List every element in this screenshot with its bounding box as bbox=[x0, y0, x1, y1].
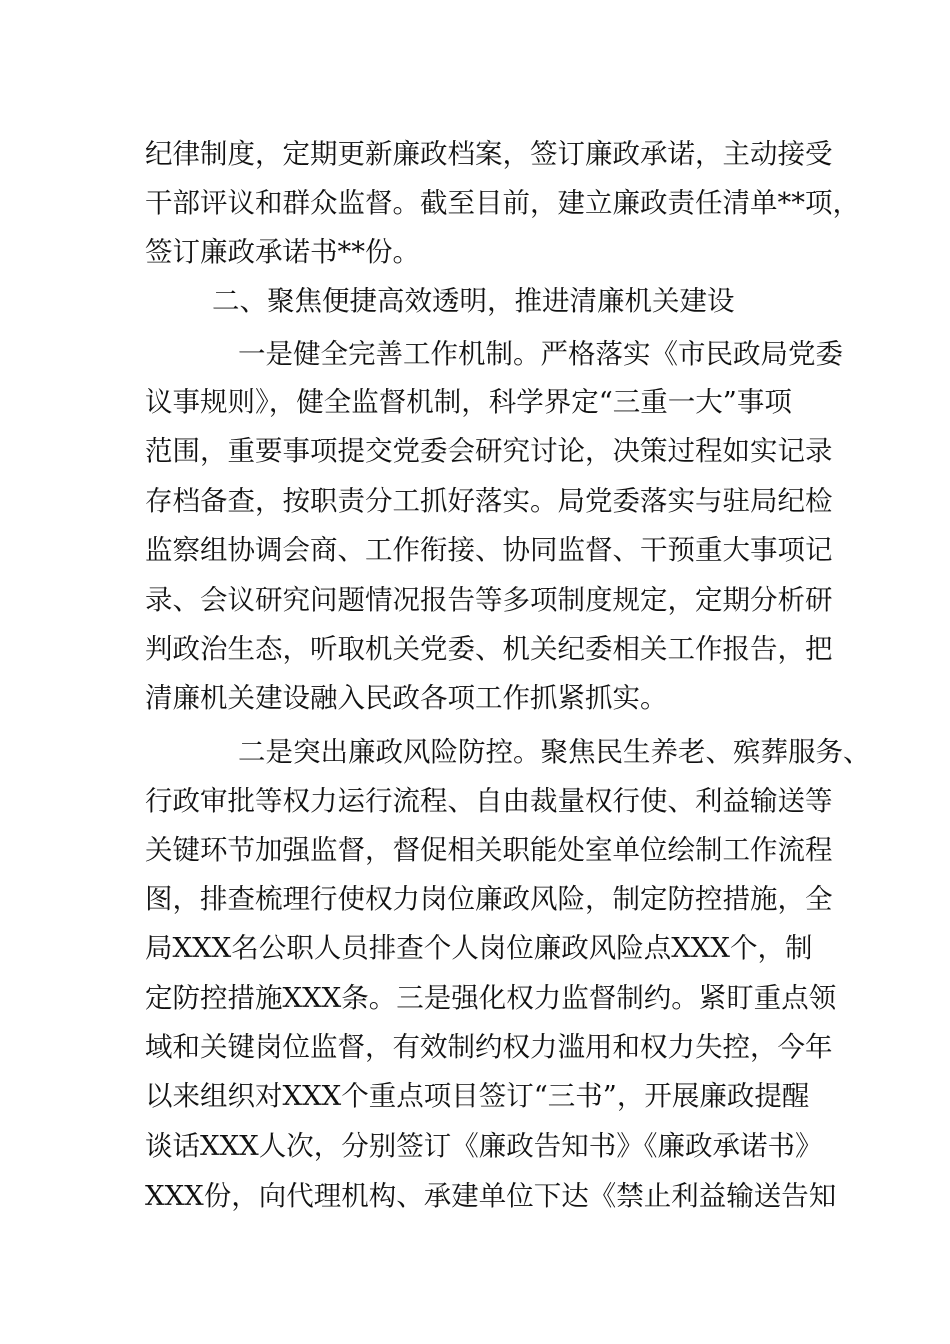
text-line: 图，排查梳理行使权力岗位廉政风险，制定防控措施，全 bbox=[145, 883, 833, 915]
text-line: 谈话XXX人次，分别签订《廉政告知书》《廉政承诺书》 bbox=[145, 1130, 823, 1162]
text-line: 以来组织对XXX个重点项目签订“三书”，开展廉政提醒 bbox=[145, 1080, 810, 1112]
text-line: 判政治生态，听取机关党委、机关纪委相关工作报告，把 bbox=[145, 633, 833, 665]
text-line: 纪律制度，定期更新廉政档案，签订廉政承诺，主动接受 bbox=[145, 138, 833, 170]
text-line: 行政审批等权力运行流程、自由裁量权行使、利益输送等 bbox=[145, 785, 833, 817]
text-line: XXX份，向代理机构、承建单位下达《禁止利益输送告知 bbox=[145, 1180, 837, 1212]
text-line: 监察组协调会商、工作衔接、协同监督、干预重大事项记 bbox=[145, 534, 833, 566]
text-line: 域和关键岗位监督，有效制约权力滥用和权力失控，今年 bbox=[145, 1031, 833, 1063]
text-line: 录、会议研究问题情况报告等多项制度规定，定期分析研 bbox=[145, 584, 833, 616]
text-line: 干部评议和群众监督。截至目前，建立廉政责任清单**项， bbox=[145, 187, 860, 219]
text-line: 议事规则》，健全监督机制，科学界定“三重一大”事项 bbox=[145, 386, 792, 418]
text-line: 局XXX名公职人员排查个人岗位廉政风险点XXX个，制 bbox=[145, 932, 813, 964]
text-line: 一是健全完善工作机制。严格落实《市民政局党委 bbox=[238, 338, 843, 370]
text-line: 签订廉政承诺书**份。 bbox=[145, 236, 420, 268]
text-line: 存档备查，按职责分工抓好落实。局党委落实与驻局纪检 bbox=[145, 485, 833, 517]
section-heading: 二、聚焦便捷高效透明，推进清廉机关建设 bbox=[212, 285, 735, 317]
text-line: 关键环节加强监督，督促相关职能处室单位绘制工作流程 bbox=[145, 834, 833, 866]
text-line: 二是突出廉政风险防控。聚焦民生养老、殡葬服务、 bbox=[238, 736, 871, 768]
text-line: 定防控措施XXX条。三是强化权力监督制约。紧盯重点领 bbox=[145, 982, 837, 1014]
text-line: 清廉机关建设融入民政各项工作抓紧抓实。 bbox=[145, 682, 668, 714]
text-line: 范围，重要事项提交党委会研究讨论，决策过程如实记录 bbox=[145, 435, 833, 467]
